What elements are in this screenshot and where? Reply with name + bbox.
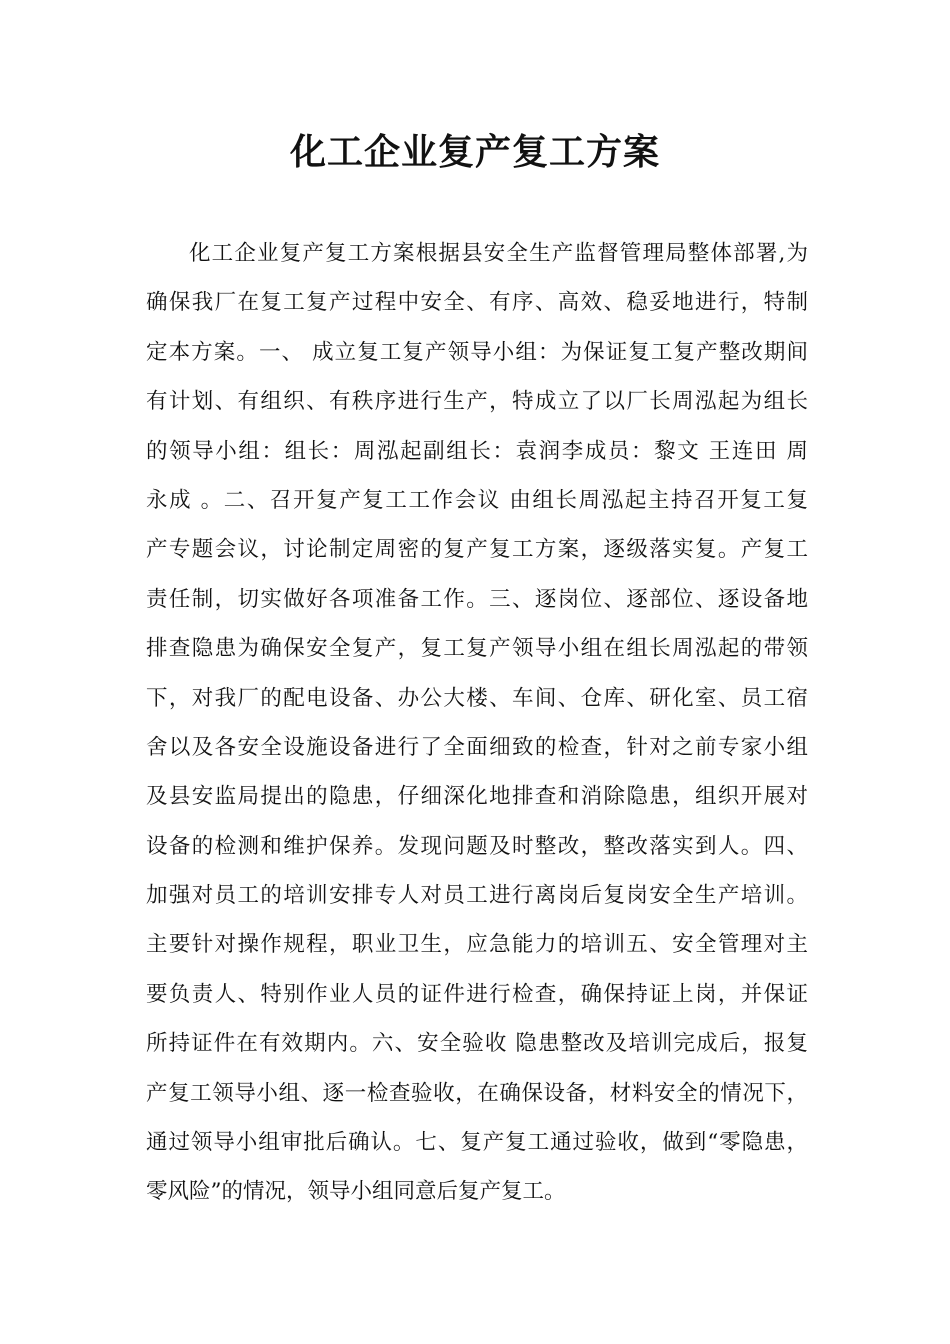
body-line: 要负责人、特别作业人员的证件进行检查，确保持证上岗，并保证 [146,981,808,1007]
body-line: 定本方案。一、 成立复工复产领导小组：为保证复工复产整改期间 [146,339,808,365]
body-line: 产专题会议，讨论制定周密的复产复工方案，逐级落实复。产复工 [146,537,808,563]
body-line: 及县安监局提出的隐患，仔细深化地排查和消除隐患，组织开展对 [146,784,808,810]
body-line: 永成 。二、召开复产复工工作会议 由组长周泓起主持召开复工复 [146,487,808,513]
body-line: 有计划、有组织、有秩序进行生产，特成立了以厂长周泓起为组长 [146,389,808,415]
document-body [146,229,808,1217]
body-line: 主要针对操作规程，职业卫生，应急能力的培训五、安全管理对主 [146,932,808,958]
body-line: 确保我厂在复工复产过程中安全、有序、高效、稳妥地进行，特制 [146,290,808,316]
body-line: 化工企业复产复工方案根据县安全生产监督管理局整体部署,为 [189,241,808,266]
body-line: 所持证件在有效期内。六、安全验收 隐患整改及培训完成后，报复 [146,1031,808,1057]
body-line: 的领导小组：组长：周泓起副组长：袁润李成员：黎文 王连田 周 [146,438,808,464]
document-title: 化工企业复产复工方案 [289,132,660,173]
body-line: 设备的检测和维护保养。发现问题及时整改，整改落实到人。四、 [146,833,808,859]
body-line: 排查隐患为确保安全复产，复工复产领导小组在组长周泓起的带领 [146,636,808,662]
body-line: 通过领导小组审批后确认。七、复产复工通过验收，做到“零隐患， [146,1130,808,1156]
body-line: 加强对员工的培训安排专人对员工进行离岗后复岗安全生产培训。 [146,883,808,909]
body-line: 零风险”的情况，领导小组同意后复产复工。 [146,1179,566,1205]
body-line: 责任制，切实做好各项准备工作。三、逐岗位、逐部位、逐设备地 [146,586,808,612]
body-line: 产复工领导小组、逐一检查验收，在确保设备，材料安全的情况下， [146,1080,808,1106]
body-line: 下，对我厂的配电设备、办公大楼、车间、仓库、研化室、员工宿 [146,685,808,711]
body-line: 舍以及各安全设施设备进行了全面细致的检查，针对之前专家小组 [146,734,808,760]
